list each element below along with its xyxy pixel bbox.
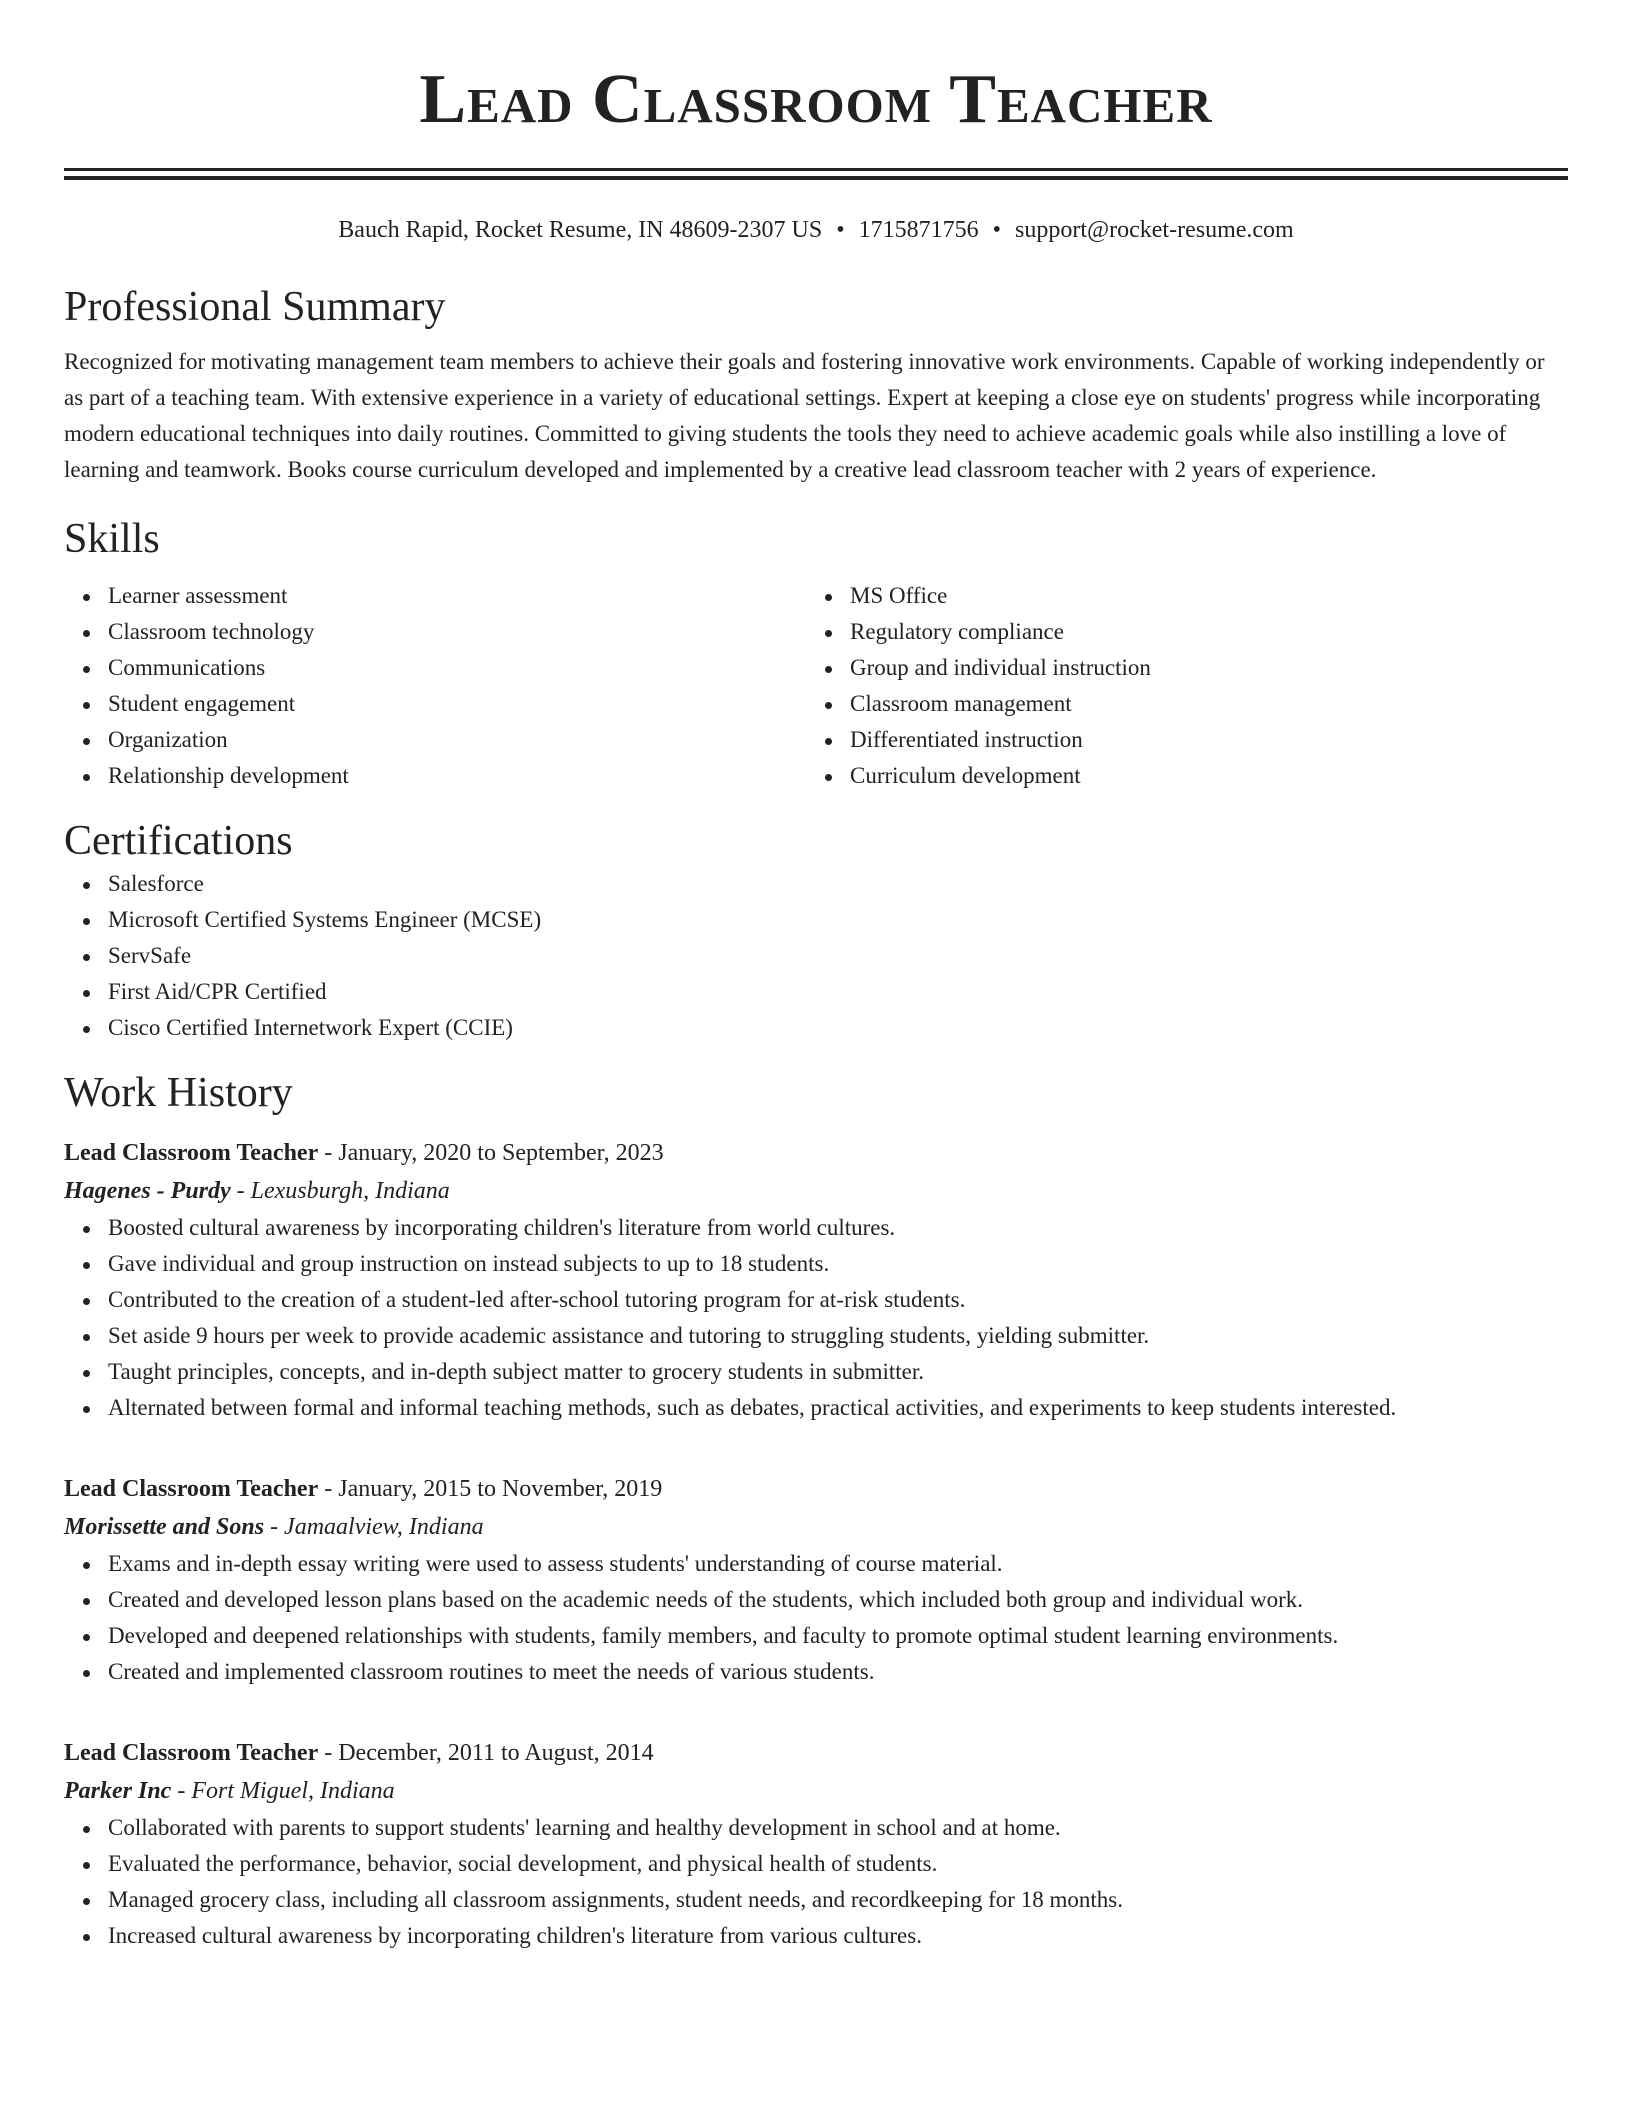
job-bullet: Boosted cultural awareness by incorporating children's literature from world cultures.	[108, 1210, 1568, 1246]
skill-item: Group and individual instruction	[850, 650, 1548, 686]
summary-text: Recognized for motivating management team members to achieve their goals and fostering innovative work environments. Capable of working independently or as part of a teaching team. With extensive experience in a variety of educational settings. Expert at keeping a close eye on students' progress while incorporating modern educational techniques into daily routines. Committed to giving students the tools they need to achieve academic goals while also instilling a love of learning and teamwork. Books course curriculum developed and implemented by a creative lead classroom teacher with 2 years of experience.	[64, 349, 1545, 482]
certifications-list	[64, 866, 1568, 1046]
job-bullet: Created and implemented classroom routines to meet the needs of various students.	[108, 1654, 1568, 1690]
skill-item: Relationship development	[108, 758, 806, 794]
skill-item: Regulatory compliance	[850, 614, 1548, 650]
job-company-line	[64, 1172, 1568, 1210]
skills-grid	[64, 578, 1568, 794]
contact-address: Bauch Rapid, Rocket Resume, IN 48609-2307 US	[338, 217, 823, 243]
job-title-line	[64, 1470, 1568, 1508]
skill-item: Curriculum development	[850, 758, 1548, 794]
job-bullet: Exams and in-depth essay writing were used to assess students' understanding of course material.	[108, 1546, 1568, 1582]
job-entry	[64, 1470, 1568, 1690]
skills-list-right	[806, 578, 1548, 794]
contact-phone: 1715871756	[858, 217, 979, 243]
job-company-line	[64, 1772, 1568, 1810]
certifications-heading: Certifications	[64, 818, 293, 864]
job-location: - Fort Miguel, Indiana	[171, 1778, 395, 1804]
skill-item: Learner assessment	[108, 578, 806, 614]
job-bullet: Taught principles, concepts, and in-depth subject matter to grocery students in submitter.	[108, 1354, 1568, 1390]
work-history-heading: Work History	[64, 1070, 293, 1116]
job-bullet: Managed grocery class, including all classroom assignments, student needs, and recordkeeping for 18 months.	[108, 1882, 1568, 1918]
skill-item: Classroom management	[850, 686, 1548, 722]
job-bullet: Alternated between formal and informal teaching methods, such as debates, practical activities, and experiments to keep students interested.	[108, 1390, 1568, 1426]
contact-email: support@rocket-resume.com	[1015, 217, 1294, 243]
job-dates: - December, 2011 to August, 2014	[318, 1740, 654, 1766]
skills-list-left	[64, 578, 806, 794]
header-divider	[64, 168, 1568, 180]
certification-item: Cisco Certified Internetwork Expert (CCIE)	[108, 1010, 1568, 1046]
skill-item: Differentiated instruction	[850, 722, 1548, 758]
certification-item: First Aid/CPR Certified	[108, 974, 1568, 1010]
job-bullet-list	[64, 1210, 1568, 1426]
contact-separator: •	[836, 217, 845, 243]
skill-item: Organization	[108, 722, 806, 758]
job-bullet: Set aside 9 hours per week to provide academic assistance and tutoring to struggling students, yielding submitter.	[108, 1318, 1568, 1354]
job-dates: - January, 2015 to November, 2019	[318, 1476, 663, 1502]
skill-item: Student engagement	[108, 686, 806, 722]
certification-item: ServSafe	[108, 938, 1568, 974]
job-company: Morissette and Sons	[64, 1514, 265, 1540]
job-bullet-list	[64, 1546, 1568, 1690]
contact-separator: •	[992, 217, 1002, 243]
job-bullet: Increased cultural awareness by incorporating children's literature from various cultures.	[108, 1918, 1568, 1954]
job-title-line	[64, 1734, 1568, 1772]
job-bullet: Gave individual and group instruction on instead subjects to up to 18 students.	[108, 1246, 1568, 1282]
resume-name: Lead Classroom Teacher	[419, 61, 1213, 138]
job-dates: - January, 2020 to September, 2023	[318, 1140, 664, 1166]
job-bullet: Created and developed lesson plans based on the academic needs of the students, which included both group and individual work.	[108, 1582, 1568, 1618]
skill-item: Communications	[108, 650, 806, 686]
job-bullet-list	[64, 1810, 1568, 1954]
summary-heading: Professional Summary	[64, 284, 446, 330]
job-bullet: Developed and deepened relationships with students, family members, and faculty to promote optimal student learning environments.	[108, 1618, 1568, 1654]
job-role: Lead Classroom Teacher	[64, 1476, 319, 1502]
job-bullet: Contributed to the creation of a student-led after-school tutoring program for at-risk students.	[108, 1282, 1568, 1318]
job-bullet: Evaluated the performance, behavior, social development, and physical health of students.	[108, 1846, 1568, 1882]
job-company-line	[64, 1508, 1568, 1546]
job-company: Parker Inc	[64, 1778, 172, 1804]
job-bullet: Collaborated with parents to support students' learning and healthy development in school and at home.	[108, 1810, 1568, 1846]
job-entry	[64, 1134, 1568, 1426]
job-entry	[64, 1734, 1568, 1954]
skill-item: MS Office	[850, 578, 1548, 614]
skills-heading: Skills	[64, 516, 160, 562]
job-location: - Lexusburgh, Indiana	[230, 1178, 450, 1204]
job-role: Lead Classroom Teacher	[64, 1140, 319, 1166]
skills-column-right	[806, 578, 1548, 794]
certification-item: Microsoft Certified Systems Engineer (MCSE)	[108, 902, 1568, 938]
job-role: Lead Classroom Teacher	[64, 1740, 319, 1766]
job-location: - Jamaalview, Indiana	[264, 1514, 484, 1540]
certification-item: Salesforce	[108, 866, 1568, 902]
skills-column-left	[64, 578, 806, 794]
skill-item: Classroom technology	[108, 614, 806, 650]
job-company: Hagenes - Purdy	[64, 1178, 231, 1204]
contact-line	[64, 214, 1568, 246]
job-title-line	[64, 1134, 1568, 1172]
resume-page	[64, 0, 1568, 1954]
